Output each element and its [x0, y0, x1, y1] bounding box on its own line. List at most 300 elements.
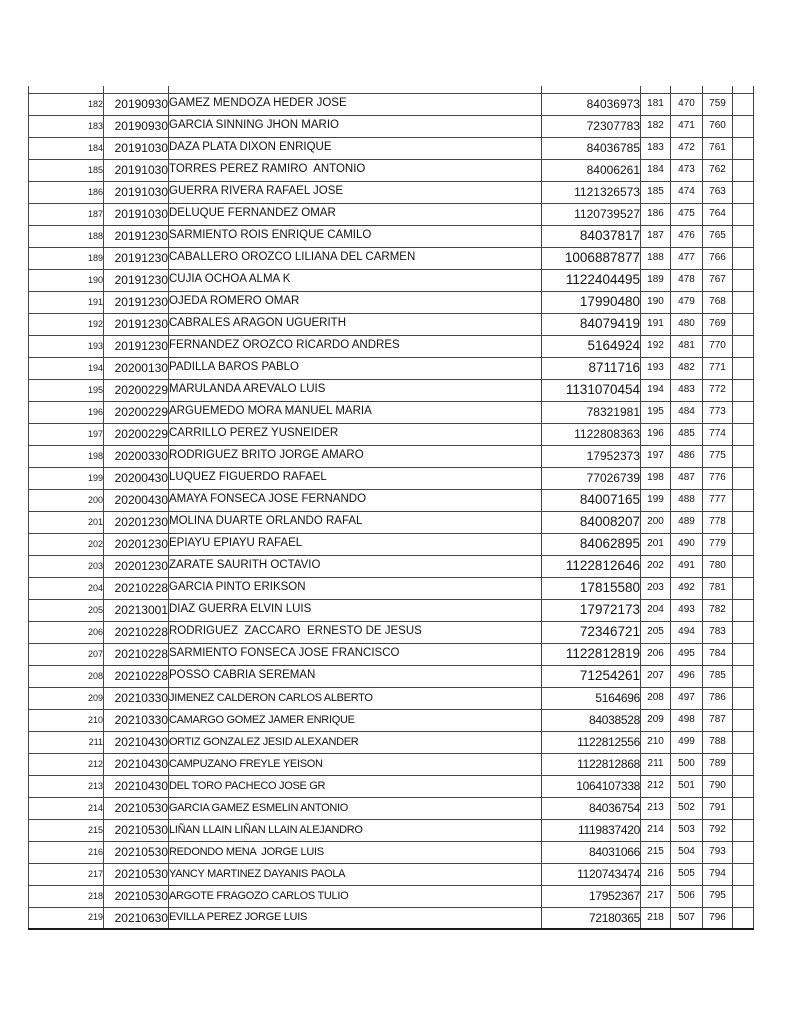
- table-row: [29, 775, 754, 797]
- name-cell: EVILLA PEREZ JORGE LUIS: [169, 907, 542, 929]
- seq-c-cell: 762: [703, 159, 733, 181]
- table-row: [29, 269, 754, 291]
- table-row: [29, 313, 754, 335]
- seq-b-cell: 471: [671, 115, 703, 137]
- id-number-cell: 84006261: [542, 159, 641, 181]
- name-cell: EPIAYU EPIAYU RAFAEL: [169, 533, 542, 555]
- seq-a-cell: 196: [641, 423, 671, 445]
- row-number-cell: 189: [29, 247, 104, 269]
- seq-a-cell: 199: [641, 489, 671, 511]
- id-number-cell: 84036973: [542, 93, 641, 115]
- table-row: [29, 401, 754, 423]
- seq-a-cell: 183: [641, 137, 671, 159]
- seq-b-cell: 488: [671, 489, 703, 511]
- seq-b-cell: 507: [671, 907, 703, 929]
- seq-a-cell: 187: [641, 225, 671, 247]
- table-row: [29, 885, 754, 907]
- seq-b-cell: 483: [671, 379, 703, 401]
- seq-c-cell: 773: [703, 401, 733, 423]
- seq-b-cell: 498: [671, 709, 703, 731]
- row-number-cell: 219: [29, 907, 104, 929]
- table-row: [29, 93, 754, 115]
- seq-b-cell: 475: [671, 203, 703, 225]
- seq-c-cell: 789: [703, 753, 733, 775]
- seq-a-cell: 192: [641, 335, 671, 357]
- row-number-cell: 209: [29, 687, 104, 709]
- seq-a-cell: 218: [641, 907, 671, 929]
- table-row: [29, 159, 754, 181]
- seq-b-cell: 472: [671, 137, 703, 159]
- seq-c-cell: 765: [703, 225, 733, 247]
- seq-b-cell: 473: [671, 159, 703, 181]
- id-number-cell: 1121326573: [542, 181, 641, 203]
- name-cell: DELUQUE FERNANDEZ OMAR: [169, 203, 542, 225]
- table-row: [29, 841, 754, 863]
- seq-c-cell: 795: [703, 885, 733, 907]
- seq-b-cell: 487: [671, 467, 703, 489]
- blank-cell: [733, 709, 754, 731]
- date-cell: 20210530: [104, 841, 169, 863]
- seq-b-cell: 476: [671, 225, 703, 247]
- id-number-cell: 84007165: [542, 489, 641, 511]
- name-cell: JIMENEZ CALDERON CARLOS ALBERTO: [169, 687, 542, 709]
- table-row: [29, 621, 754, 643]
- seq-b-cell: 474: [671, 181, 703, 203]
- seq-b-cell: 491: [671, 555, 703, 577]
- seq-a-cell: 198: [641, 467, 671, 489]
- table-row: [29, 291, 754, 313]
- name-cell: DEL TORO PACHECO JOSE GR: [169, 775, 542, 797]
- seq-c-cell: 777: [703, 489, 733, 511]
- date-cell: 20191230: [104, 313, 169, 335]
- table-row: [29, 467, 754, 489]
- blank-cell: [733, 885, 754, 907]
- seq-c-cell: 772: [703, 379, 733, 401]
- table-row: [29, 907, 754, 929]
- row-number-cell: 194: [29, 357, 104, 379]
- seq-c-cell: 796: [703, 907, 733, 929]
- blank-cell: [733, 357, 754, 379]
- blank-cell: [733, 335, 754, 357]
- table-row: [29, 181, 754, 203]
- blank-cell: [733, 687, 754, 709]
- date-cell: 20191030: [104, 159, 169, 181]
- name-cell: LUQUEZ FIGUERDO RAFAEL: [169, 467, 542, 489]
- id-number-cell: 84036754: [542, 797, 641, 819]
- table-row: [29, 445, 754, 467]
- seq-b-cell: 478: [671, 269, 703, 291]
- blank-cell: [733, 137, 754, 159]
- id-number-cell: 72307783: [542, 115, 641, 137]
- id-number-cell: 1122812646: [542, 555, 641, 577]
- seq-a-cell: 206: [641, 643, 671, 665]
- seq-b-cell: 479: [671, 291, 703, 313]
- seq-b-cell: 495: [671, 643, 703, 665]
- name-cell: ZARATE SAURITH OCTAVIO: [169, 555, 542, 577]
- id-number-cell: 1120743474: [542, 863, 641, 885]
- table-row: [29, 511, 754, 533]
- blank-cell: [733, 225, 754, 247]
- seq-c-cell: 776: [703, 467, 733, 489]
- name-cell: DAZA PLATA DIXON ENRIQUE: [169, 137, 542, 159]
- seq-b-cell: 506: [671, 885, 703, 907]
- name-cell: GUERRA RIVERA RAFAEL JOSE: [169, 181, 542, 203]
- table-row: [29, 137, 754, 159]
- seq-c-cell: 779: [703, 533, 733, 555]
- name-cell: GARCIA GAMEZ ESMELIN ANTONIO: [169, 797, 542, 819]
- table-row: [29, 555, 754, 577]
- blank-cell: [733, 203, 754, 225]
- row-number-cell: 182: [29, 93, 104, 115]
- cutoff-cell: [671, 86, 703, 93]
- seq-a-cell: 182: [641, 115, 671, 137]
- seq-a-cell: 215: [641, 841, 671, 863]
- row-number-cell: 215: [29, 819, 104, 841]
- blank-cell: [733, 379, 754, 401]
- blank-cell: [733, 247, 754, 269]
- table-row: [29, 533, 754, 555]
- name-cell: TORRES PEREZ RAMIRO ANTONIO: [169, 159, 542, 181]
- id-number-cell: 72346721: [542, 621, 641, 643]
- table-row: [29, 357, 754, 379]
- seq-a-cell: 216: [641, 863, 671, 885]
- table-row: [29, 247, 754, 269]
- seq-c-cell: 766: [703, 247, 733, 269]
- cutoff-cell: [733, 86, 754, 93]
- row-number-cell: 217: [29, 863, 104, 885]
- name-cell: GAMEZ MENDOZA HEDER JOSE: [169, 93, 542, 115]
- id-number-cell: 72180365: [542, 907, 641, 929]
- id-number-cell: 17972173: [542, 599, 641, 621]
- date-cell: 20210430: [104, 775, 169, 797]
- id-number-cell: 1119837420: [542, 819, 641, 841]
- date-cell: 20210330: [104, 687, 169, 709]
- seq-c-cell: 767: [703, 269, 733, 291]
- seq-a-cell: 205: [641, 621, 671, 643]
- seq-b-cell: 501: [671, 775, 703, 797]
- id-number-cell: 84036785: [542, 137, 641, 159]
- name-cell: SARMIENTO ROIS ENRIQUE CAMILO: [169, 225, 542, 247]
- date-cell: 20210228: [104, 621, 169, 643]
- id-number-cell: 84008207: [542, 511, 641, 533]
- cutoff-cell: [29, 86, 104, 93]
- id-number-cell: 1131070454: [542, 379, 641, 401]
- seq-a-cell: 213: [641, 797, 671, 819]
- blank-cell: [733, 115, 754, 137]
- seq-c-cell: 785: [703, 665, 733, 687]
- seq-b-cell: 489: [671, 511, 703, 533]
- date-cell: 20201230: [104, 533, 169, 555]
- table-row: [29, 577, 754, 599]
- date-cell: 20210228: [104, 665, 169, 687]
- blank-cell: [733, 863, 754, 885]
- seq-a-cell: 204: [641, 599, 671, 621]
- seq-c-cell: 781: [703, 577, 733, 599]
- table-row: [29, 731, 754, 753]
- blank-cell: [733, 511, 754, 533]
- name-cell: MARULANDA AREVALO LUIS: [169, 379, 542, 401]
- seq-c-cell: 784: [703, 643, 733, 665]
- seq-c-cell: 764: [703, 203, 733, 225]
- blank-cell: [733, 445, 754, 467]
- name-cell: ARGOTE FRAGOZO CARLOS TULIO: [169, 885, 542, 907]
- seq-b-cell: 481: [671, 335, 703, 357]
- date-cell: 20191030: [104, 181, 169, 203]
- row-number-cell: 204: [29, 577, 104, 599]
- seq-b-cell: 494: [671, 621, 703, 643]
- id-number-cell: 17990480: [542, 291, 641, 313]
- seq-c-cell: 787: [703, 709, 733, 731]
- seq-a-cell: 207: [641, 665, 671, 687]
- name-cell: MOLINA DUARTE ORLANDO RAFAL: [169, 511, 542, 533]
- seq-b-cell: 500: [671, 753, 703, 775]
- id-number-cell: 77026739: [542, 467, 641, 489]
- row-number-cell: 211: [29, 731, 104, 753]
- seq-c-cell: 761: [703, 137, 733, 159]
- seq-b-cell: 504: [671, 841, 703, 863]
- seq-b-cell: 490: [671, 533, 703, 555]
- row-number-cell: 187: [29, 203, 104, 225]
- blank-cell: [733, 577, 754, 599]
- seq-c-cell: 793: [703, 841, 733, 863]
- seq-c-cell: 774: [703, 423, 733, 445]
- seq-a-cell: 185: [641, 181, 671, 203]
- row-number-cell: 213: [29, 775, 104, 797]
- cutoff-cell: [703, 86, 733, 93]
- row-number-cell: 202: [29, 533, 104, 555]
- date-cell: 20191230: [104, 225, 169, 247]
- name-cell: CAMARGO GOMEZ JAMER ENRIQUE: [169, 709, 542, 731]
- seq-a-cell: 186: [641, 203, 671, 225]
- name-cell: GARCIA PINTO ERIKSON: [169, 577, 542, 599]
- id-number-cell: 84031066: [542, 841, 641, 863]
- date-cell: 20191030: [104, 137, 169, 159]
- blank-cell: [733, 555, 754, 577]
- registry-table-grid: [28, 86, 754, 930]
- row-number-cell: 203: [29, 555, 104, 577]
- date-cell: 20200430: [104, 489, 169, 511]
- name-cell: RODRIGUEZ BRITO JORGE AMARO: [169, 445, 542, 467]
- name-cell: CABALLERO OROZCO LILIANA DEL CARMEN: [169, 247, 542, 269]
- name-cell: RODRIGUEZ ZACCARO ERNESTO DE JESUS: [169, 621, 542, 643]
- seq-a-cell: 209: [641, 709, 671, 731]
- id-number-cell: 1064107338: [542, 775, 641, 797]
- blank-cell: [733, 731, 754, 753]
- id-number-cell: 84062895: [542, 533, 641, 555]
- seq-b-cell: 484: [671, 401, 703, 423]
- id-number-cell: 84037817: [542, 225, 641, 247]
- id-number-cell: 78321981: [542, 401, 641, 423]
- date-cell: 20200229: [104, 379, 169, 401]
- registry-table: [28, 86, 754, 930]
- date-cell: 20191030: [104, 203, 169, 225]
- name-cell: GARCIA SINNING JHON MARIO: [169, 115, 542, 137]
- table-row: [29, 753, 754, 775]
- seq-c-cell: 778: [703, 511, 733, 533]
- name-cell: CARRILLO PEREZ YUSNEIDER: [169, 423, 542, 445]
- name-cell: FERNANDEZ OROZCO RICARDO ANDRES: [169, 335, 542, 357]
- seq-c-cell: 792: [703, 819, 733, 841]
- table-row: [29, 225, 754, 247]
- blank-cell: [733, 643, 754, 665]
- seq-a-cell: 188: [641, 247, 671, 269]
- seq-b-cell: 492: [671, 577, 703, 599]
- seq-b-cell: 497: [671, 687, 703, 709]
- date-cell: 20200229: [104, 423, 169, 445]
- seq-c-cell: 794: [703, 863, 733, 885]
- name-cell: DIAZ GUERRA ELVIN LUIS: [169, 599, 542, 621]
- date-cell: 20213001: [104, 599, 169, 621]
- row-number-cell: 192: [29, 313, 104, 335]
- row-number-cell: 195: [29, 379, 104, 401]
- blank-cell: [733, 753, 754, 775]
- name-cell: OJEDA ROMERO OMAR: [169, 291, 542, 313]
- date-cell: 20210530: [104, 885, 169, 907]
- row-number-cell: 185: [29, 159, 104, 181]
- name-cell: CAMPUZANO FREYLE YEISON: [169, 753, 542, 775]
- seq-c-cell: 759: [703, 93, 733, 115]
- name-cell: REDONDO MENA JORGE LUIS: [169, 841, 542, 863]
- table-row: [29, 819, 754, 841]
- seq-a-cell: 191: [641, 313, 671, 335]
- id-number-cell: 17815580: [542, 577, 641, 599]
- seq-c-cell: 763: [703, 181, 733, 203]
- blank-cell: [733, 841, 754, 863]
- name-cell: YANCY MARTINEZ DAYANIS PAOLA: [169, 863, 542, 885]
- seq-c-cell: 782: [703, 599, 733, 621]
- seq-b-cell: 499: [671, 731, 703, 753]
- date-cell: 20200229: [104, 401, 169, 423]
- date-cell: 20210228: [104, 643, 169, 665]
- row-number-cell: 188: [29, 225, 104, 247]
- table-row: [29, 599, 754, 621]
- seq-a-cell: 214: [641, 819, 671, 841]
- blank-cell: [733, 401, 754, 423]
- seq-b-cell: 496: [671, 665, 703, 687]
- seq-b-cell: 482: [671, 357, 703, 379]
- seq-c-cell: 768: [703, 291, 733, 313]
- seq-b-cell: 502: [671, 797, 703, 819]
- id-number-cell: 84038528: [542, 709, 641, 731]
- table-row: [29, 489, 754, 511]
- name-cell: CUJIA OCHOA ALMA K: [169, 269, 542, 291]
- table-row: [29, 423, 754, 445]
- blank-cell: [733, 665, 754, 687]
- date-cell: 20200130: [104, 357, 169, 379]
- id-number-cell: 1122808363: [542, 423, 641, 445]
- seq-b-cell: 480: [671, 313, 703, 335]
- name-cell: POSSO CABRIA SEREMAN: [169, 665, 542, 687]
- table-row: [29, 379, 754, 401]
- name-cell: ORTIZ GONZALEZ JESID ALEXANDER: [169, 731, 542, 753]
- date-cell: 20210530: [104, 819, 169, 841]
- seq-c-cell: 786: [703, 687, 733, 709]
- name-cell: LIÑAN LLAIN LIÑAN LLAIN ALEJANDRO: [169, 819, 542, 841]
- row-number-cell: 218: [29, 885, 104, 907]
- seq-b-cell: 493: [671, 599, 703, 621]
- id-number-cell: 1006887877: [542, 247, 641, 269]
- blank-cell: [733, 533, 754, 555]
- blank-cell: [733, 819, 754, 841]
- seq-a-cell: 197: [641, 445, 671, 467]
- seq-a-cell: 211: [641, 753, 671, 775]
- table-row: [29, 687, 754, 709]
- date-cell: 20200430: [104, 467, 169, 489]
- seq-a-cell: 200: [641, 511, 671, 533]
- blank-cell: [733, 467, 754, 489]
- date-cell: 20201230: [104, 511, 169, 533]
- row-number-cell: 214: [29, 797, 104, 819]
- blank-cell: [733, 423, 754, 445]
- table-row: [29, 203, 754, 225]
- seq-a-cell: 212: [641, 775, 671, 797]
- id-number-cell: 71254261: [542, 665, 641, 687]
- seq-c-cell: 783: [703, 621, 733, 643]
- seq-a-cell: 195: [641, 401, 671, 423]
- row-number-cell: 198: [29, 445, 104, 467]
- id-number-cell: 1122812556: [542, 731, 641, 753]
- row-number-cell: 191: [29, 291, 104, 313]
- seq-b-cell: 486: [671, 445, 703, 467]
- table-row: [29, 709, 754, 731]
- seq-a-cell: 208: [641, 687, 671, 709]
- seq-a-cell: 193: [641, 357, 671, 379]
- seq-a-cell: 201: [641, 533, 671, 555]
- id-number-cell: 8711716: [542, 357, 641, 379]
- id-number-cell: 1122404495: [542, 269, 641, 291]
- seq-a-cell: 194: [641, 379, 671, 401]
- row-number-cell: 206: [29, 621, 104, 643]
- cutoff-cell: [542, 86, 641, 93]
- id-number-cell: 5164924: [542, 335, 641, 357]
- row-number-cell: 183: [29, 115, 104, 137]
- row-number-cell: 190: [29, 269, 104, 291]
- date-cell: 20191230: [104, 247, 169, 269]
- seq-c-cell: 790: [703, 775, 733, 797]
- date-cell: 20190930: [104, 115, 169, 137]
- date-cell: 20191230: [104, 335, 169, 357]
- id-number-cell: 5164696: [542, 687, 641, 709]
- id-number-cell: 1122812868: [542, 753, 641, 775]
- date-cell: 20210430: [104, 753, 169, 775]
- row-number-cell: 199: [29, 467, 104, 489]
- seq-a-cell: 203: [641, 577, 671, 599]
- seq-c-cell: 780: [703, 555, 733, 577]
- name-cell: SARMIENTO FONSECA JOSE FRANCISCO: [169, 643, 542, 665]
- row-number-cell: 197: [29, 423, 104, 445]
- date-cell: 20200330: [104, 445, 169, 467]
- seq-a-cell: 217: [641, 885, 671, 907]
- table-row: [29, 665, 754, 687]
- cutoff-cell: [169, 86, 542, 93]
- row-number-cell: 186: [29, 181, 104, 203]
- id-number-cell: 1122812819: [542, 643, 641, 665]
- seq-b-cell: 505: [671, 863, 703, 885]
- table-row: [29, 797, 754, 819]
- seq-a-cell: 190: [641, 291, 671, 313]
- cutoff-cell: [104, 86, 169, 93]
- blank-cell: [733, 181, 754, 203]
- seq-c-cell: 770: [703, 335, 733, 357]
- seq-a-cell: 184: [641, 159, 671, 181]
- seq-c-cell: 788: [703, 731, 733, 753]
- blank-cell: [733, 93, 754, 115]
- table-row: [29, 335, 754, 357]
- row-number-cell: 193: [29, 335, 104, 357]
- seq-c-cell: 760: [703, 115, 733, 137]
- blank-cell: [733, 159, 754, 181]
- date-cell: 20191230: [104, 291, 169, 313]
